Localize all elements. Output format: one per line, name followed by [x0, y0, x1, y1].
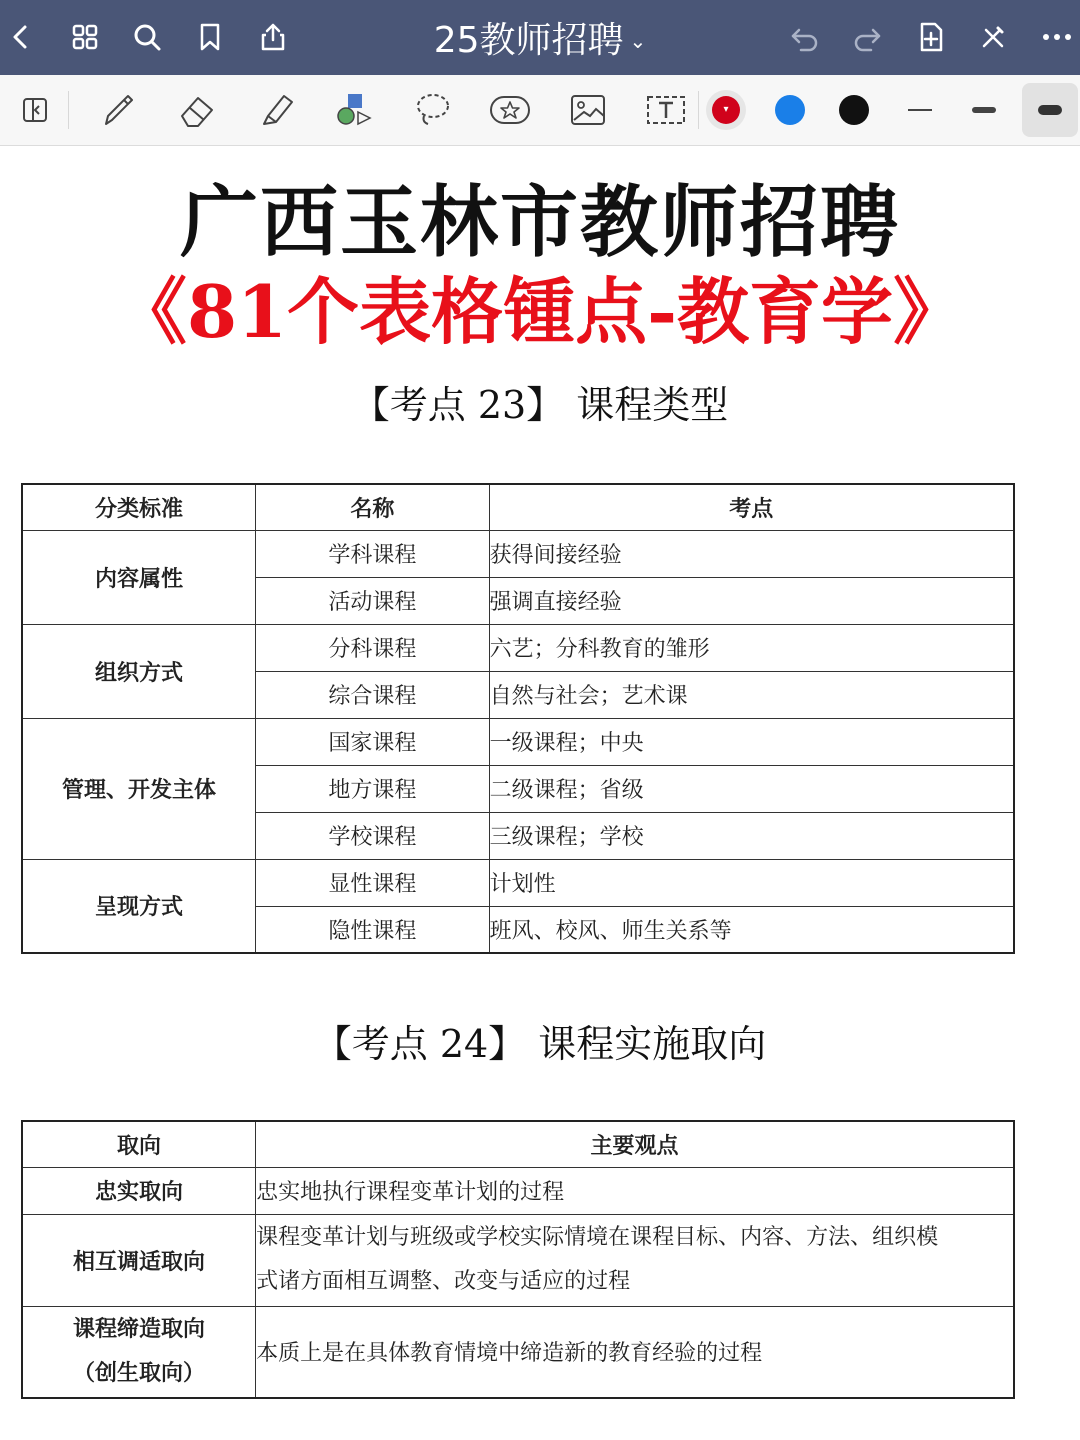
point-cell: 一级课程；中央 — [489, 718, 1014, 765]
column-header: 分类标准 — [22, 484, 256, 530]
lasso-tool-icon[interactable] — [404, 83, 460, 137]
orientation-cell — [22, 1306, 256, 1398]
table-row — [22, 530, 1014, 577]
table-row — [22, 1167, 1014, 1214]
more-icon[interactable] — [1032, 12, 1080, 62]
section-24-heading: 【考点 24】 课程实施取向 — [313, 1022, 767, 1066]
eraser-tool-icon[interactable] — [168, 83, 224, 137]
implementation-orientation-table — [21, 1120, 1015, 1399]
table-row — [22, 859, 1014, 906]
chevron-down-icon: ▾ — [723, 104, 729, 115]
table-header-row — [22, 1121, 1014, 1167]
view-cell — [256, 1214, 1014, 1306]
table-header-row — [22, 484, 1014, 530]
view-cell: 忠实地执行课程变革计划的过程 — [256, 1167, 1014, 1214]
name-cell: 隐性课程 — [256, 906, 490, 953]
name-cell: 活动课程 — [256, 577, 490, 624]
section-23-heading: 【考点 23】 课程类型 — [351, 383, 729, 427]
pages-panel-icon[interactable] — [10, 83, 66, 137]
color-blue-swatch[interactable] — [762, 83, 818, 137]
bookmark-icon[interactable] — [185, 12, 235, 62]
category-cell: 组织方式 — [22, 624, 256, 718]
table-row — [22, 624, 1014, 671]
point-cell: 二级课程；省级 — [489, 765, 1014, 812]
annotation-toolbar — [0, 75, 1080, 146]
pen-off-icon[interactable] — [968, 12, 1018, 62]
view-line: 课程变革计划与班级或学校实际情境在课程目标、内容、方法、组织模 — [256, 1225, 939, 1250]
undo-icon[interactable] — [780, 12, 830, 62]
name-cell: 分科课程 — [256, 624, 490, 671]
orientation-cell: 相互调适取向 — [22, 1214, 256, 1306]
orientation-cell: 忠实取向 — [22, 1167, 256, 1214]
name-cell: 学校课程 — [256, 812, 490, 859]
view-line: 式诸方面相互调整、改变与适应的过程 — [256, 1269, 631, 1294]
point-cell: 三级课程；学校 — [489, 812, 1014, 859]
name-cell: 综合课程 — [256, 671, 490, 718]
share-icon[interactable] — [248, 12, 298, 62]
name-cell: 显性课程 — [256, 859, 490, 906]
stroke-thick-option[interactable] — [1022, 83, 1078, 137]
point-cell: 获得间接经验 — [489, 530, 1014, 577]
view-cell: 本质上是在具体教育情境中缔造新的教育经验的过程 — [256, 1306, 1014, 1398]
back-icon[interactable] — [0, 12, 46, 62]
image-tool-icon[interactable] — [560, 83, 616, 137]
redo-icon[interactable] — [842, 12, 892, 62]
curriculum-types-table — [21, 483, 1015, 954]
orientation-line: 课程缔造取向 — [73, 1316, 206, 1342]
stroke-medium-option[interactable] — [956, 83, 1012, 137]
name-cell: 学科课程 — [256, 530, 490, 577]
table-row — [22, 1306, 1014, 1398]
column-header: 取向 — [22, 1121, 256, 1167]
point-cell: 自然与社会；艺术课 — [489, 671, 1014, 718]
search-icon[interactable] — [122, 12, 172, 62]
document-page — [0, 146, 1080, 1440]
grid-view-icon[interactable] — [60, 12, 110, 62]
sticker-tool-icon[interactable] — [482, 83, 538, 137]
name-cell: 国家课程 — [256, 718, 490, 765]
toolbar-divider — [68, 91, 69, 129]
document-heading: 广西玉林市教师招聘 — [179, 177, 900, 268]
text-tool-icon[interactable] — [638, 83, 694, 137]
orientation-line: （创生取向） — [73, 1360, 206, 1386]
chevron-down-icon[interactable]: ⌄ — [629, 28, 647, 53]
column-header: 名称 — [256, 484, 490, 530]
column-header: 主要观点 — [256, 1121, 1014, 1167]
table-row — [22, 718, 1014, 765]
color-red-swatch[interactable] — [698, 83, 754, 137]
add-page-icon[interactable] — [906, 12, 956, 62]
point-cell: 班风、校风、师生关系等 — [489, 906, 1014, 953]
color-black-swatch[interactable] — [826, 83, 882, 137]
name-cell: 地方课程 — [256, 765, 490, 812]
point-cell: 强调直接经验 — [489, 577, 1014, 624]
point-cell: 六艺；分科教育的雏形 — [489, 624, 1014, 671]
stroke-thin-option[interactable] — [892, 83, 948, 137]
category-cell: 管理、开发主体 — [22, 718, 256, 859]
document-subheading: 《81个表格锺点-教育学》 — [114, 269, 966, 354]
table-row — [22, 1214, 1014, 1306]
document-title-text[interactable]: 25教师招聘 — [433, 20, 624, 61]
category-cell: 内容属性 — [22, 530, 256, 624]
point-cell: 计划性 — [489, 859, 1014, 906]
highlighter-tool-icon[interactable] — [248, 83, 304, 137]
column-header: 考点 — [489, 484, 1014, 530]
document-title[interactable] — [340, 0, 740, 75]
shapes-tool-icon[interactable] — [326, 83, 382, 137]
category-cell: 呈现方式 — [22, 859, 256, 953]
top-app-bar — [0, 0, 1080, 75]
pen-tool-icon[interactable] — [90, 83, 146, 137]
